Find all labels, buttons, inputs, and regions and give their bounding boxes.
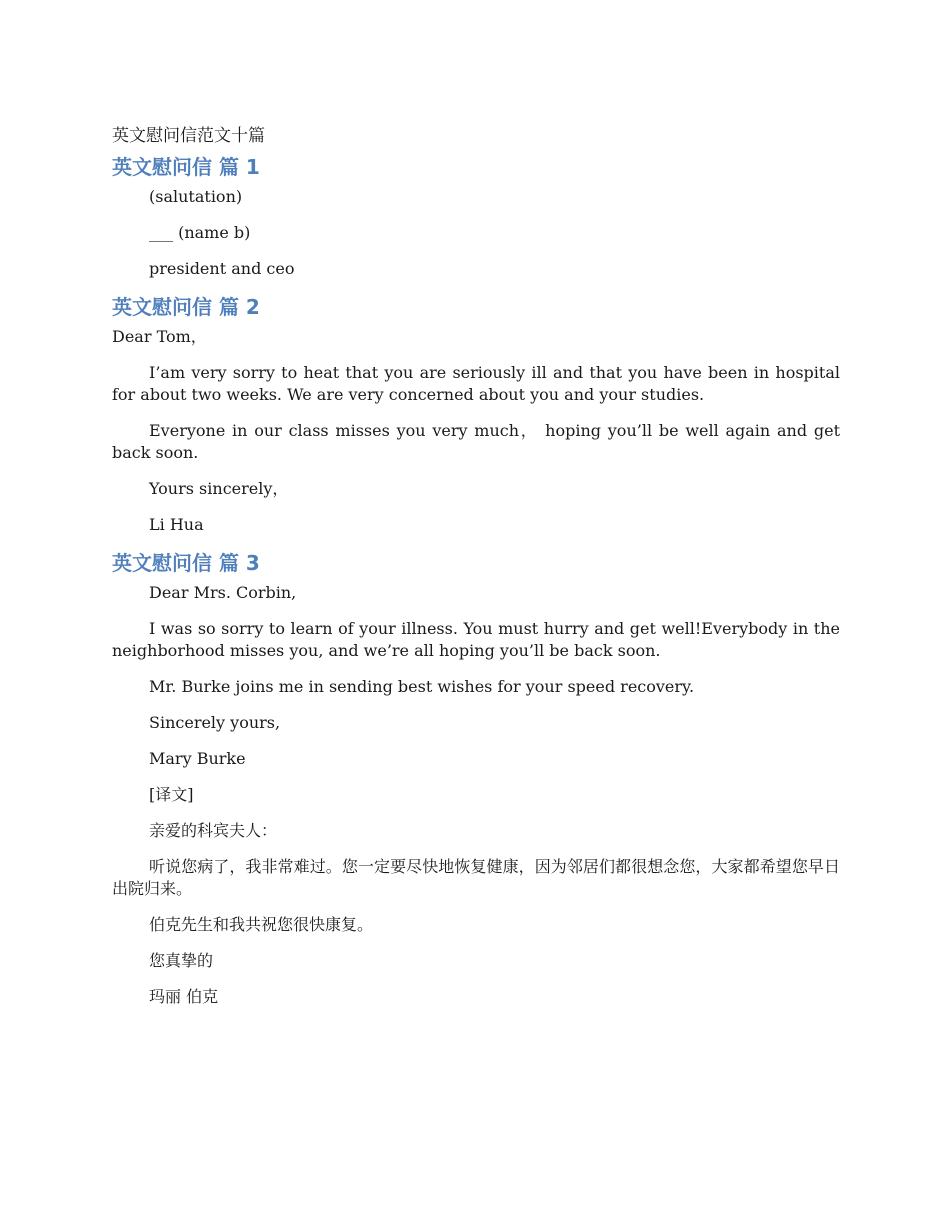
paragraph: president and ceo	[149, 259, 295, 278]
paragraph: I’am very sorry to heat that you are seriously ill and that you have been in hospital for about two weeks. We are very concerned about you and your studies.	[112, 363, 840, 404]
translation-label: [译文]	[149, 785, 194, 804]
section-heading: 英文慰问信 篇 3	[112, 551, 260, 575]
translation-greeting: 亲爱的科宾夫人：	[149, 821, 278, 840]
letter-signature: Li Hua	[149, 515, 204, 534]
document-page	[112, 124, 840, 1022]
letter-closing: Yours sincerely，	[149, 479, 289, 498]
translation-paragraph: 听说您病了，我非常难过。您一定要尽快地恢复健康，因为邻居们都很想念您，大家都希望您早日出院归来。	[112, 857, 840, 898]
letter-signature: Mary Burke	[149, 749, 246, 768]
letter-greeting: Dear Tom，	[112, 327, 207, 346]
letter-closing: Sincerely yours,	[149, 713, 281, 732]
translation-closing: 您真挚的	[149, 951, 214, 970]
section-2	[112, 294, 840, 536]
section-heading: 英文慰问信 篇 2	[112, 295, 260, 319]
letter-greeting: Dear Mrs. Corbin,	[149, 583, 297, 602]
paragraph: I was so sorry to learn of your illness. You must hurry and get well!Everybody in the neighborhood misses you, and we’re all hoping you’ll be back soon.	[112, 619, 840, 660]
paragraph: Everyone in our class misses you very much， hoping you’ll be well again and get back soon.	[112, 421, 840, 462]
section-3	[112, 550, 840, 1008]
translation-paragraph: 伯克先生和我共祝您很快康复。	[149, 915, 374, 934]
paragraph: Mr. Burke joins me in sending best wishes for your speed recovery.	[149, 677, 695, 696]
translation-signature: 玛丽 伯克	[149, 987, 219, 1006]
paragraph: (salutation)	[149, 187, 243, 206]
paragraph: ___ (name b)	[149, 223, 251, 242]
section-heading: 英文慰问信 篇 1	[112, 155, 260, 179]
section-1	[112, 154, 840, 280]
document-title: 英文慰问信范文十篇	[112, 126, 265, 146]
